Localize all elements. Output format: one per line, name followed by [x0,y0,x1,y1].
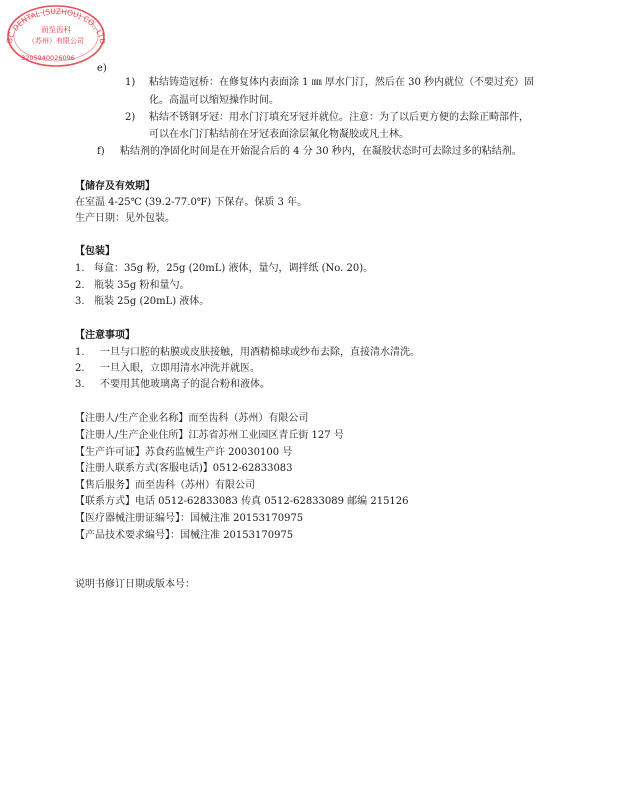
company-stamp [0,0,108,70]
packaging-item-2: 瓶装 35g 粉和量勺。 [94,280,190,291]
technical-requirement-number: 【产品技术要求编号】：国械注准 20153170975 [75,530,294,541]
precautions-heading: 【注意事项】 [75,330,135,341]
sub1-marker: 1) [125,77,136,88]
precaution-item-3-num: 3. [75,379,85,390]
storage-line1: 在室温 4-25℃ (39.2-77.0℉) 下保存。保质 3 年。 [75,197,308,208]
device-registration-number: 【医疗器械注册证编号】：国械注准 20153170975 [75,513,304,524]
precaution-item-1-num: 1. [75,347,85,358]
stamp-center-line2: （苏州）有限公司 [28,37,84,45]
packaging-heading: 【包装】 [75,246,115,257]
after-sales-service: 【售后服务】而至齿科（苏州）有限公司 [75,480,255,491]
precaution-item-3: 不要用其他玻璃离子的混合粉和液体。 [100,379,270,390]
packaging-item-1: 每盒：35g 粉，25g (20mL) 液体，量勺，调拌纸 (No. 20)。 [94,263,374,274]
registrant-contact: 【注册人联系方式(客服电话)】0512-62833083 [75,463,293,474]
item-e-marker: e) [97,63,107,74]
packaging-item-2-num: 2. [75,280,85,291]
stamp-ring-text: GC DENTAL (SUZHOU) CO., LTD [4,6,108,45]
sub2-text-line1: 粘结不锈钢牙冠：用水门汀填充牙冠并就位。注意：为了以后更方便的去除正畸部件， [149,112,529,123]
registrant-name: 【注册人/生产企业名称】而至齿科（苏州）有限公司 [75,413,309,424]
sub2-text-line2: 可以在水门汀粘结前在牙冠表面涂层氟化物凝胶或凡士林。 [149,129,409,140]
registrant-address: 【注册人/生产企业住所】江苏省苏州工业园区青丘街 127 号 [75,430,344,441]
stamp-center-line1: 而至齿科 [41,25,71,34]
storage-heading: 【储存及有效期】 [75,181,155,192]
packaging-item-1-num: 1. [75,263,85,274]
packaging-item-3: 瓶装 25g (20mL) 液体。 [94,296,210,307]
item-f-marker: f) [97,146,105,157]
precaution-item-2-num: 2. [75,363,85,374]
precaution-item-2: 一旦入眼，立即用清水冲洗并就医。 [100,363,260,374]
sub1-text-line2: 化。高温可以缩短操作时间。 [149,95,279,106]
item-f-text: 粘结剂的净固化时间是在开始混合后的 4 分 30 秒内，在凝胶状态时可去除过多的粘结剂。 [120,146,522,157]
packaging-item-3-num: 3. [75,296,85,307]
production-license: 【生产许可证】苏食药监械生产许 20030100 号 [75,447,293,458]
contact-info: 【联系方式】电话 0512-62833083 传真 0512-62833089 邮编 215126 [75,496,409,507]
sub1-text-line1: 粘结铸造冠桥：在修复体内表面涂 1 ㎜ 厚水门汀，然后在 30 秒内就位（不要过充）固 [149,77,534,88]
sub2-marker: 2) [125,112,136,123]
precaution-item-1: 一旦与口腔的粘膜或皮肤接触，用酒精棉球或纱布去除，直接清水清洗。 [100,347,420,358]
storage-line2: 生产日期：见外包装。 [75,213,175,224]
stamp-code: 3205940026096 [21,54,75,62]
revision-label: 说明书修订日期或版本号： [75,579,195,590]
